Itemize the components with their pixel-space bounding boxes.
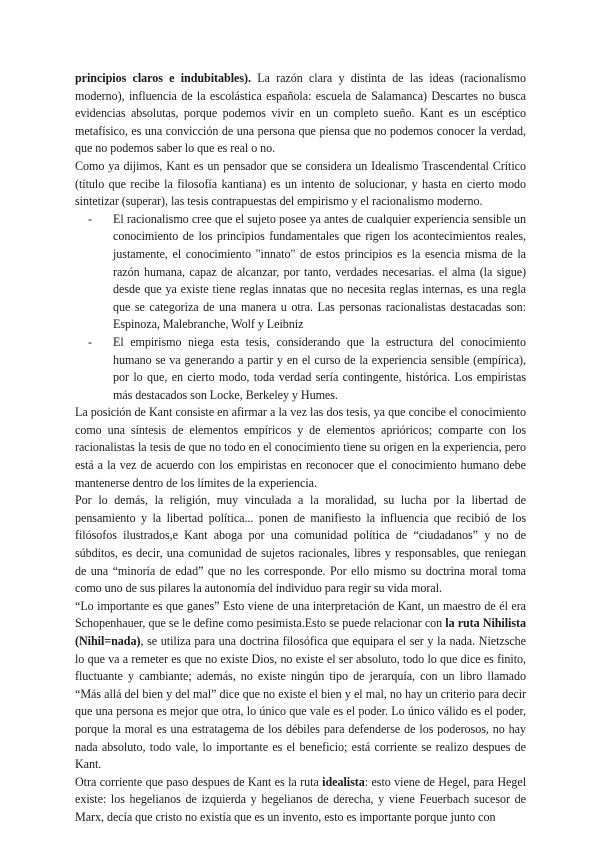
list-item-text: El empirismo niega esta tesis, considerando que la estructura del conocimiento humano se va generando a partir y en el curso de la experiencia sensible (empírica), por lo que, en cierto modo, toda verdad sería contingente, histórica. Los empiristas más destacados son Locke, Berkeley y Humes.: [113, 334, 526, 402]
paragraph-nihilismo: [75, 598, 526, 774]
list-item-empirismo: [88, 334, 526, 404]
dash-bullet: -: [88, 211, 92, 226]
bold-phrase: idealista: [322, 774, 365, 789]
paragraph-religion-moral: Por lo demás, la religión, muy vinculada a la moralidad, su lucha por la libertad de pensamiento y la libertad política... ponen de manifiesto la influencia que recibió de los filósofos ilustrados,e Kant aboga por una comunidad política de “ciudadanos” y no de súbditos, es decir, una comunidad de sujetos racionales, libres y responsables, que reniegan de una “minoría de edad” que no les corresponde. Por ello mismo su doctrina moral toma como uno de sus pilares la autonomía del individuo para regir su vida moral.: [75, 493, 526, 596]
bold-phrase: principios claros e indubitables).: [75, 71, 251, 85]
dash-bullet: -: [88, 334, 92, 349]
paragraph-posicion-kant: La posición de Kant consiste en afirmar a la vez las dos tesis, ya que concibe el conocimiento como una síntesis de elementos empíricos y de elementos aprióricos; comparte con los racionalistas la tesis de que no todo en el conocimiento tiene su origen en la experiencia, pero está a la vez de acuerdo con los empiristas en reconocer que el conocimiento humano debe mantenerse dentro de los límites de la experiencia.: [75, 405, 526, 490]
list-item-racionalismo: [88, 211, 526, 334]
list-item-text: El racionalismo cree que el sujeto posee ya antes de cualquier experiencia sensible un conocimiento de los principios fundamentales que rigen los acontecimientos reales, justamente, el conocimiento "innato" de estos principios es la esencia misma de la razón humana, capaz de alcanzar, por tanto, verdades necesarias. el alma (la sigue) desde que ya existe tiene reglas innatas que no necesita reglas internas, es una regla que se categoriza de una manera u otra. Las personas racionalistas destacadas son: Espinoza, Malebranche, Wolf y Leibniz: [113, 211, 526, 332]
paragraph-text: : esto viene de Hegel, para Hegel existe: los hegelianos de izquierda y hegelianos de derecha, y viene Feuerbach sucesor de Marx, decía que cristo no existía que es un invento, esto es importante porque junto con: [75, 774, 526, 824]
paragraph-text: , se utiliza para una doctrina filosófica que equipara el ser y la nada. Nietzsche lo que va a remeter es que no existe Dios, no existe el ser absoluto, todo lo que dice es finito, fluctuante y cambiante; además, no existe ningún tipo de jerarquía, con un libro llamado “Más allá del bien y del mal” dice que no existe el bien y el mal, no hay un criterio para decir que una persona es mejor que otra, lo único que vale es el poder. Lo único válido es el poder, porque la moral es una estratagema de los débiles para defenderse de los poderosos, no hay nada absoluto, todo vale, lo importante es el beneficio; está corriente se realizo despues de Kant.: [75, 634, 526, 772]
paragraph-descartes-kant: [75, 70, 526, 158]
paragraph-text: “Lo importante es que ganes” Esto viene de una interpretación de Kant, un maestro de él era Schopenhauer, que se le define como pesimista.Esto se puede relacionar con: [75, 598, 526, 631]
bold-phrase: la ruta Nihilista (Nihil=nada): [75, 616, 526, 648]
paragraph-text: Otra corriente que paso despues de Kant es la ruta: [75, 774, 323, 789]
paragraph-text: La razón clara y distinta de las ideas (racionalismo moderno), influencia de la escolástica española: escuela de Salamanca) Descartes no busca evidencias absolutas, porque podemos vivir en un completo sueño. Kant es un escéptico metafísico, es una convicción de una persona que piensa que no podemos conocer la verdad, que no podemos saber lo que es real o no.: [75, 71, 527, 156]
paragraph-idealismo: Como ya dijimos, Kant es un pensador que se considera un Idealismo Trascendental Crítico (título que recibe la filosofía kantiana) es un intento de solucionar, y hasta en cierto modo sintetizar (superar), las tesis contrapuestas del empirismo y el racionalismo moderno.: [75, 158, 526, 209]
paragraph-idealista: [75, 774, 526, 827]
bullet-list: [75, 211, 526, 405]
